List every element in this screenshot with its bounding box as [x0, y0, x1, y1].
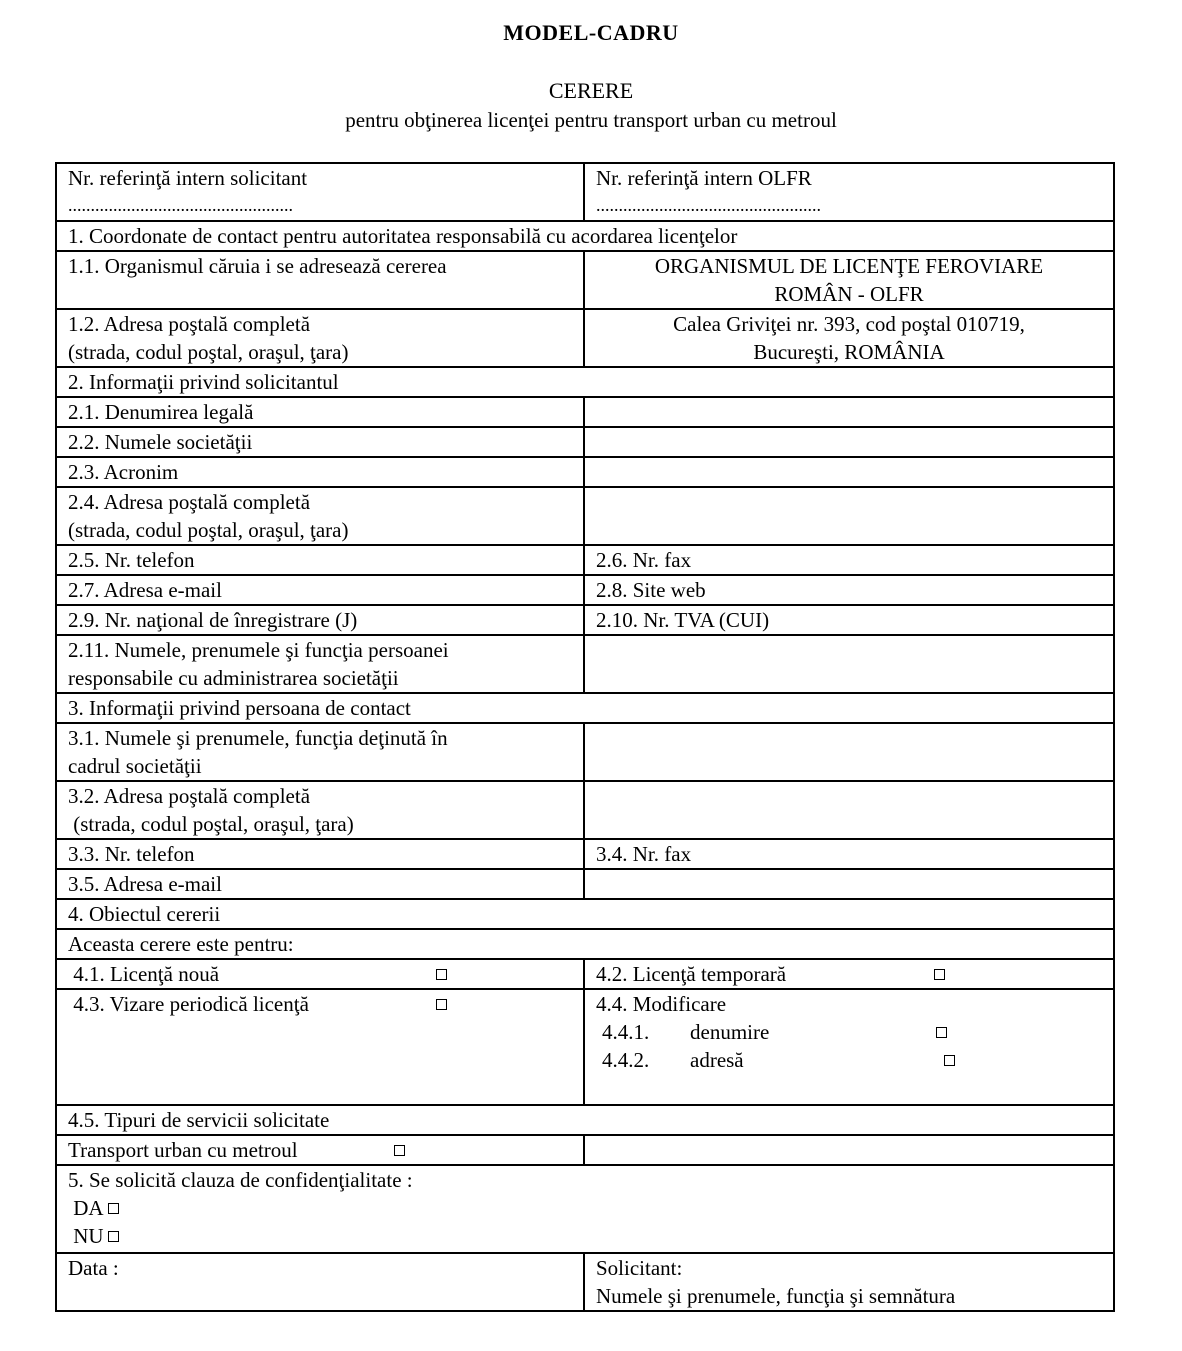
option-4-4	[584, 989, 1114, 1105]
row-2-11-label	[56, 635, 584, 693]
row-2-1-label: 2.1. Denumirea legală	[56, 397, 584, 427]
row-2-7-email[interactable]: 2.7. Adresa e-mail	[56, 575, 584, 605]
section-2-title: 2. Informaţii privind solicitantul	[56, 367, 1114, 397]
service-metro-label: Transport urban cu metroul	[68, 1138, 298, 1162]
option-4-3-label: 4.3. Vizare periodică licenţă	[68, 992, 309, 1016]
option-4-1-label: 4.1. Licenţă nouă	[68, 962, 220, 986]
option-4-4-2	[596, 1046, 1113, 1074]
applicant-label: Solicitant:	[596, 1256, 683, 1280]
option-4-4-1-number: 4.4.1.	[602, 1020, 650, 1044]
option-4-4-1-label: denumire	[690, 1020, 770, 1044]
row-3-1-label-line2: cadrul societăţii	[68, 754, 202, 778]
document-subtitle: CERERE	[548, 78, 634, 103]
row-1-2-label-line1: 1.2. Adresa poştală completă	[68, 312, 311, 336]
row-3-2-label	[56, 781, 584, 839]
signature-label: Numele şi prenumele, funcţia şi semnătura	[596, 1284, 956, 1308]
option-4-1-checkbox[interactable]	[436, 969, 447, 980]
service-metro-checkbox[interactable]	[394, 1145, 405, 1156]
row-3-4-fax[interactable]: 3.4. Nr. fax	[584, 839, 1114, 869]
row-1-1-label: 1.1. Organismul căruia i se adresează cererea	[56, 251, 584, 309]
option-4-4-2-label: adresă	[690, 1048, 744, 1072]
row-2-11-label-line2: responsabile cu administrarea societăţii	[68, 666, 399, 690]
authority-name-line2: ROMÂN - OLFR	[774, 282, 924, 306]
document-title: MODEL-CADRU	[503, 20, 679, 45]
row-3-5-value[interactable]	[584, 869, 1114, 899]
option-4-4-1	[596, 1018, 1113, 1046]
section-4-title: 4. Obiectul cererii	[56, 899, 1114, 929]
row-1-2-label-line2: (strada, codul poştal, oraşul, ţara)	[68, 340, 349, 364]
row-2-4-label-line1: 2.4. Adresa poştală completă	[68, 490, 311, 514]
authority-address-line2: Bucureşti, ROMÂNIA	[753, 340, 945, 364]
option-4-2-label: 4.2. Licenţă temporară	[596, 962, 787, 986]
row-3-2-label-line1: 3.2. Adresa poştală completă	[68, 784, 311, 808]
row-2-10-vat[interactable]: 2.10. Nr. TVA (CUI)	[584, 605, 1114, 635]
row-3-2-value[interactable]	[584, 781, 1114, 839]
confidentiality-nu-checkbox[interactable]	[108, 1231, 119, 1242]
row-3-1-label	[56, 723, 584, 781]
service-empty-cell	[584, 1135, 1114, 1165]
option-4-2	[584, 959, 1114, 989]
date-cell[interactable]	[56, 1253, 584, 1311]
row-3-5-email[interactable]: 3.5. Adresa e-mail	[56, 869, 584, 899]
option-4-2-checkbox[interactable]	[934, 969, 945, 980]
applicant-reference-label: Nr. referinţă intern solicitant	[68, 166, 308, 190]
option-4-4-label: 4.4. Modificare	[596, 992, 727, 1016]
row-1-2-value	[584, 309, 1114, 367]
row-3-1-value[interactable]	[584, 723, 1114, 781]
option-4-4-2-number: 4.4.2.	[602, 1048, 650, 1072]
service-metro	[56, 1135, 584, 1165]
authority-address-line1: Calea Griviţei nr. 393, cod poştal 010719,	[673, 312, 1025, 336]
row-2-4-label	[56, 487, 584, 545]
row-2-11-label-line1: 2.11. Numele, prenumele şi funcţia persoanei	[68, 638, 449, 662]
application-form-table	[55, 162, 1115, 1312]
date-label: Data :	[68, 1256, 119, 1280]
row-2-4-value[interactable]	[584, 487, 1114, 545]
row-2-8-website[interactable]: 2.8. Site web	[584, 575, 1114, 605]
authority-name-line1: ORGANISMUL DE LICENŢE FEROVIARE	[654, 254, 1044, 278]
section-5-title: 5. Se solicită clauza de confidenţialitate :	[68, 1168, 413, 1192]
row-2-9-registration[interactable]: 2.9. Nr. naţional de înregistrare (J)	[56, 605, 584, 635]
option-4-1	[56, 959, 584, 989]
row-2-3-label: 2.3. Acronim	[56, 457, 584, 487]
document-subtitle-purpose: pentru obţinerea licenţei pentru transport urban cu metroul	[345, 108, 837, 132]
option-4-4-1-checkbox[interactable]	[936, 1027, 947, 1038]
row-3-1-label-line1: 3.1. Numele şi prenumele, funcţia deţinută în	[68, 726, 448, 750]
applicant-reference-cell[interactable]	[56, 163, 584, 221]
option-4-4-2-checkbox[interactable]	[944, 1055, 955, 1066]
option-4-3	[56, 989, 584, 1105]
signature-cell[interactable]	[584, 1253, 1114, 1311]
reference-row	[56, 163, 1114, 221]
section-3-title: 3. Informaţii privind persoana de contact	[56, 693, 1114, 723]
row-2-2-label: 2.2. Numele societăţii	[56, 427, 584, 457]
section-4-intro: Aceasta cerere este pentru:	[56, 929, 1114, 959]
row-2-3-value[interactable]	[584, 457, 1114, 487]
row-2-4-label-line2: (strada, codul poştal, oraşul, ţara)	[68, 518, 349, 542]
row-2-5-phone[interactable]: 2.5. Nr. telefon	[56, 545, 584, 575]
row-3-2-label-line2: (strada, codul poştal, oraşul, ţara)	[68, 812, 354, 836]
olfr-reference-dots: ..................................................	[596, 195, 821, 215]
section-1-title: 1. Coordonate de contact pentru autoritatea responsabilă cu acordarea licenţelor	[56, 221, 1114, 251]
row-2-2-value[interactable]	[584, 427, 1114, 457]
row-4-5-label: 4.5. Tipuri de servicii solicitate	[56, 1105, 1114, 1135]
row-3-3-phone[interactable]: 3.3. Nr. telefon	[56, 839, 584, 869]
row-2-11-value[interactable]	[584, 635, 1114, 693]
row-1-2-label	[56, 309, 584, 367]
section-5	[56, 1165, 1114, 1253]
olfr-reference-label: Nr. referinţă intern OLFR	[596, 166, 812, 190]
confidentiality-da-checkbox[interactable]	[108, 1203, 119, 1214]
row-2-1-value[interactable]	[584, 397, 1114, 427]
row-1-1-value	[584, 251, 1114, 309]
confidentiality-da-label: DA	[68, 1196, 104, 1220]
confidentiality-nu-label: NU	[68, 1224, 104, 1248]
row-2-6-fax[interactable]: 2.6. Nr. fax	[584, 545, 1114, 575]
option-4-3-checkbox[interactable]	[436, 999, 447, 1010]
applicant-reference-dots: ..................................................	[68, 195, 293, 215]
olfr-reference-cell[interactable]	[584, 163, 1114, 221]
